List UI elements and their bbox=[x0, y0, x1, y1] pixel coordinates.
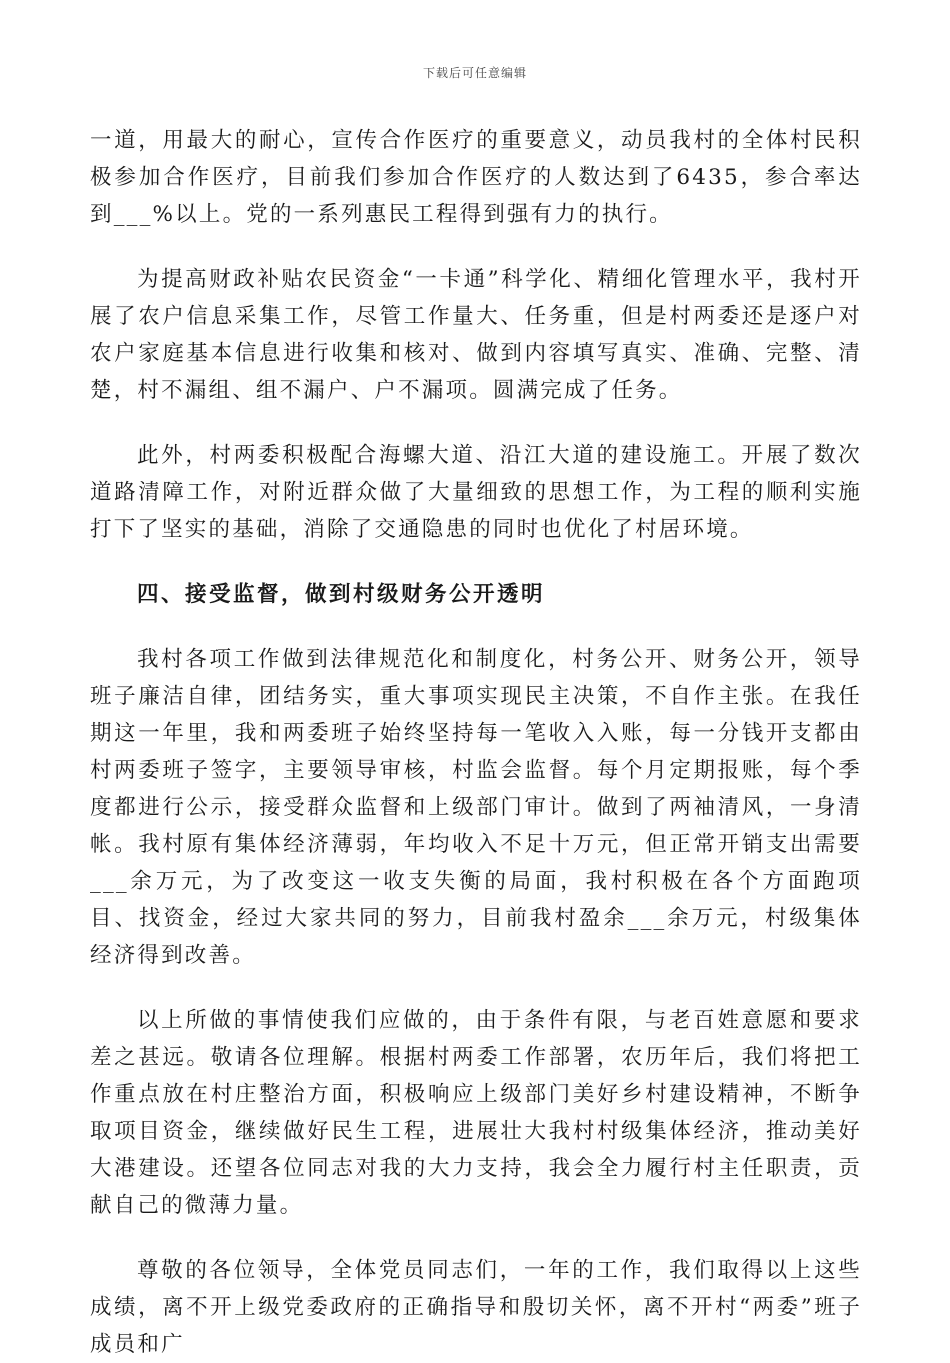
paragraph-finance-disclosure: 我村各项工作做到法律规范化和制度化，村务公开、财务公开，领导班子廉洁自律，团结务实，重大事项实现民主决策，不自作主张。在我任期这一年里，我和两委班子始终坚持每一笔收入入账，每一分钱开支都由村两委班子签字，主要领导审核，村监会监督。每个月定期报账，每个季度都进行公示，接受群众监督和上级部门审计。做到了两袖清风，一身清帐。我村原有集体经济薄弱，年均收入不足十万元，但正常开销支出需要___余万元，为了改变这一收支失衡的局面，我村积极在各个方面跑项目、找资金，经过大家共同的努力，目前我村盈余___余万元，村级集体经济得到改善。 bbox=[90, 647, 862, 968]
paragraph-road-construction: 此外，村两委积极配合海螺大道、沿江大道的建设施工。开展了数次道路清障工作，对附近群众做了大量细致的思想工作，为工程的顺利实施打下了坚实的基础，消除了交通隐患的同时也优化了村居环境。 bbox=[90, 443, 862, 542]
document-body bbox=[90, 122, 862, 1363]
page-header-note: 下载后可任意编辑 bbox=[422, 66, 527, 80]
paragraph-acknowledgement: 尊敬的各位领导，全体党员同志们，一年的工作，我们取得以上这些成绩，离不开上级党委政府的正确指导和殷切关怀，离不开村“两委”班子成员和广 bbox=[90, 1258, 862, 1357]
paragraph-future-plans: 以上所做的事情使我们应做的，由于条件有限，与老百姓意愿和要求差之甚远。敬请各位理解。根据村两委工作部署，农历年后，我们将把工作重点放在村庄整治方面，积极响应上级部门美好乡村建设精神，不断争取项目资金，继续做好民生工程，进展壮大我村村级集体经济，推动美好大港建设。还望各位同志对我的大力支持，我会全力履行村主任职责，贡献自己的微薄力量。 bbox=[90, 1008, 862, 1218]
paragraph-farmer-info: 为提高财政补贴农民资金“一卡通”科学化、精细化管理水平，我村开展了农户信息采集工作，尽管工作量大、任务重，但是村两委还是逐户对农户家庭基本信息进行收集和核对、做到内容填写真实、准确、完整、清楚，村不漏组、组不漏户、户不漏项。圆满完成了任务。 bbox=[90, 267, 862, 403]
section-heading-financial-transparency: 四、接受监督，做到村级财务公开透明 bbox=[137, 582, 546, 607]
paragraph-medical-insurance: 一道，用最大的耐心，宣传合作医疗的重要意义，动员我村的全体村民积极参加合作医疗，目前我们参加合作医疗的人数达到了6435，参合率达到___%以上。党的一系列惠民工程得到强有力的执行。 bbox=[90, 128, 862, 227]
